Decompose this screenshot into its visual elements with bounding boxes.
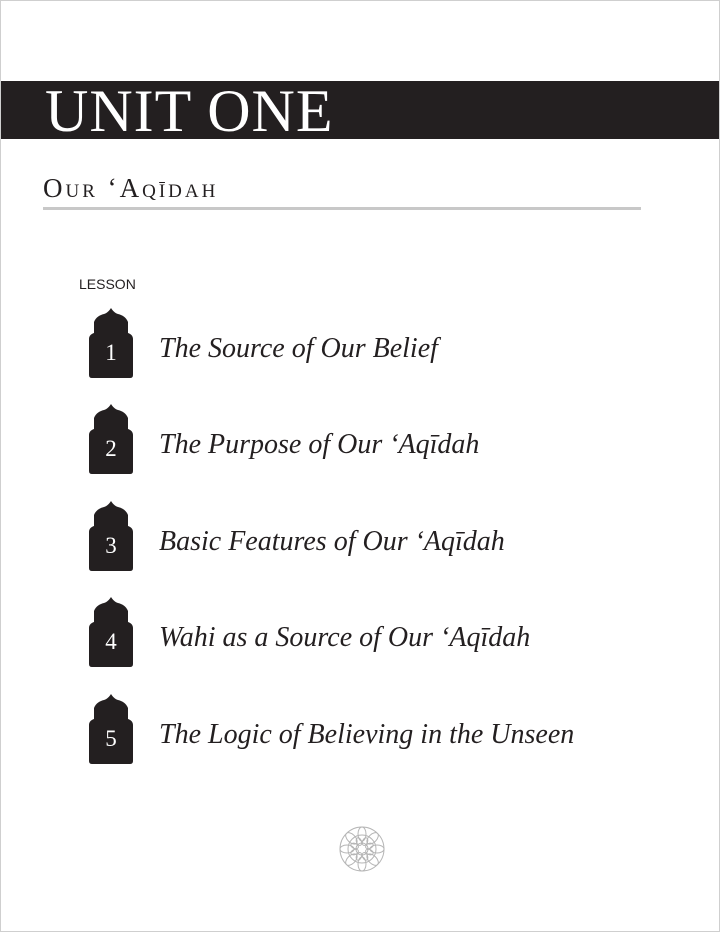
subtitle-divider bbox=[43, 207, 641, 210]
lesson-number: 5 bbox=[105, 726, 117, 751]
unit-banner bbox=[1, 78, 719, 144]
arch-icon bbox=[87, 500, 135, 572]
lesson-title: Wahi as a Source of Our ‘Aqīdah bbox=[159, 622, 531, 653]
lesson-number: 3 bbox=[105, 533, 117, 558]
arch-icon bbox=[87, 307, 135, 379]
lesson-item-4 bbox=[87, 596, 647, 668]
lesson-title: The Purpose of Our ‘Aqīdah bbox=[159, 429, 480, 460]
lesson-title: The Source of Our Belief bbox=[159, 333, 438, 364]
lesson-number: 1 bbox=[105, 340, 117, 365]
unit-subtitle: Our ‘Aqīdah bbox=[43, 173, 219, 203]
lesson-number: 2 bbox=[105, 436, 117, 461]
lesson-item-2 bbox=[87, 403, 647, 475]
arch-icon bbox=[87, 596, 135, 668]
lesson-label: LESSON bbox=[79, 276, 136, 292]
arch-icon bbox=[87, 693, 135, 765]
lesson-number: 4 bbox=[105, 629, 117, 654]
lesson-title: Basic Features of Our ‘Aqīdah bbox=[159, 526, 505, 557]
lesson-item-3 bbox=[87, 500, 647, 572]
unit-title: UNIT ONE bbox=[45, 78, 334, 144]
mandala-ornament-icon bbox=[337, 824, 387, 874]
arch-icon bbox=[87, 403, 135, 475]
lesson-item-1 bbox=[87, 307, 647, 379]
lesson-title: The Logic of Believing in the Unseen bbox=[159, 719, 575, 750]
lesson-item-5 bbox=[87, 693, 647, 765]
